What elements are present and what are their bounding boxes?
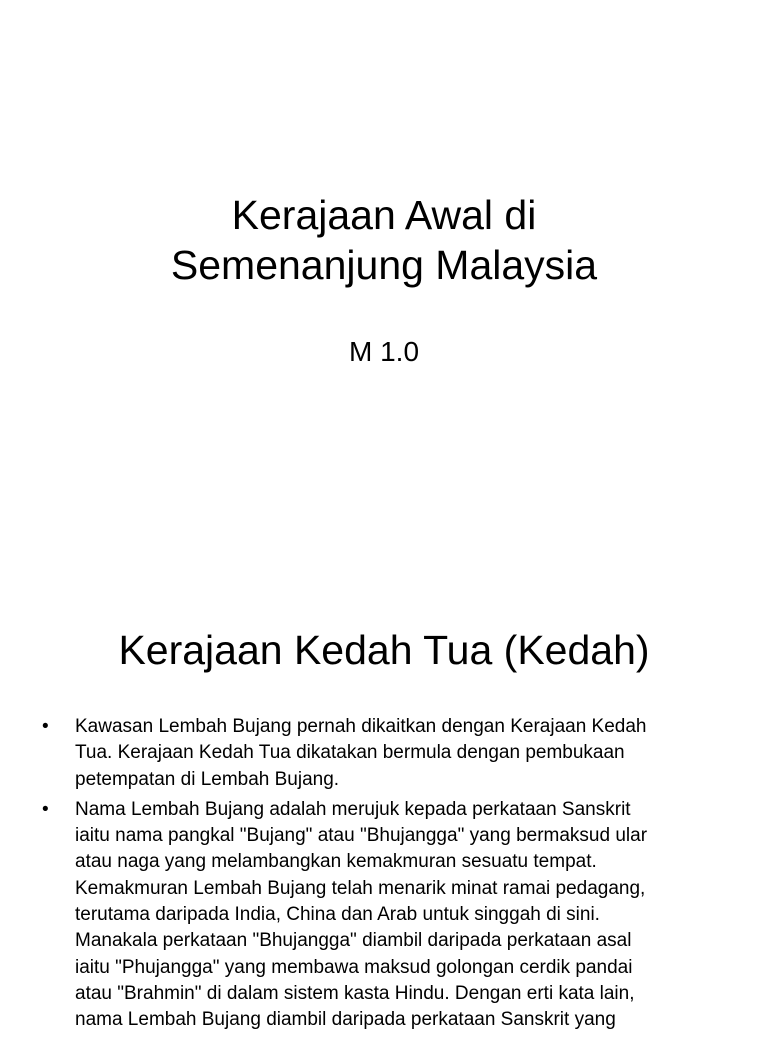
bullet-text <box>75 797 732 1034</box>
bullet-line: terutama daripada India, China dan Arab untuk singgah di sini. <box>75 904 600 926</box>
bullet-line: Nama Lembah Bujang adalah merujuk kepada perkataan Sanskrit <box>75 798 631 820</box>
bullet-line: nama Lembah Bujang diambil daripada perkataan Sanskrit yang <box>75 1009 616 1031</box>
bullet-line: Tua. Kerajaan Kedah Tua dikatakan bermula dengan pembukaan <box>75 742 625 764</box>
bullet-line: iaitu nama pangkal "Bujang" atau "Bhujangga" yang bermaksud ular <box>75 825 648 847</box>
bullet-line: iaitu "Phujangga" yang membawa maksud golongan cerdik pandai <box>75 956 633 978</box>
bullet-list <box>42 714 732 1038</box>
bullet-line: atau "Brahmin" di dalam sistem kasta Hindu. Dengan erti kata lain, <box>75 982 635 1004</box>
bullet-marker-icon: • <box>42 716 49 737</box>
bullet-item <box>42 797 732 1034</box>
deck-title <box>0 190 768 290</box>
bullet-line: Kawasan Lembah Bujang pernah dikaitkan dengan Kerajaan Kedah <box>75 716 647 737</box>
bullet-line: Manakala perkataan "Bhujangga" diambil daripada perkataan asal <box>75 930 632 952</box>
content-slide <box>0 576 768 1031</box>
bullet-line: Kemakmuran Lembah Bujang telah menarik minat ramai pedagang, <box>75 877 646 899</box>
bullet-marker-icon: • <box>42 798 49 820</box>
deck-title-line: Kerajaan Awal di <box>231 192 537 238</box>
bullet-line: atau naga yang melambangkan kemakmuran sesuatu tempat. <box>75 851 597 873</box>
deck-subtitle: M 1.0 <box>348 336 420 367</box>
deck-title-line: Semenanjung Malaysia <box>170 242 598 288</box>
section-title: Kerajaan Kedah Tua (Kedah) <box>118 627 650 673</box>
bullet-line: petempatan di Lembah Bujang. <box>75 768 340 790</box>
bullet-text <box>75 714 732 793</box>
bullet-item <box>42 714 732 793</box>
